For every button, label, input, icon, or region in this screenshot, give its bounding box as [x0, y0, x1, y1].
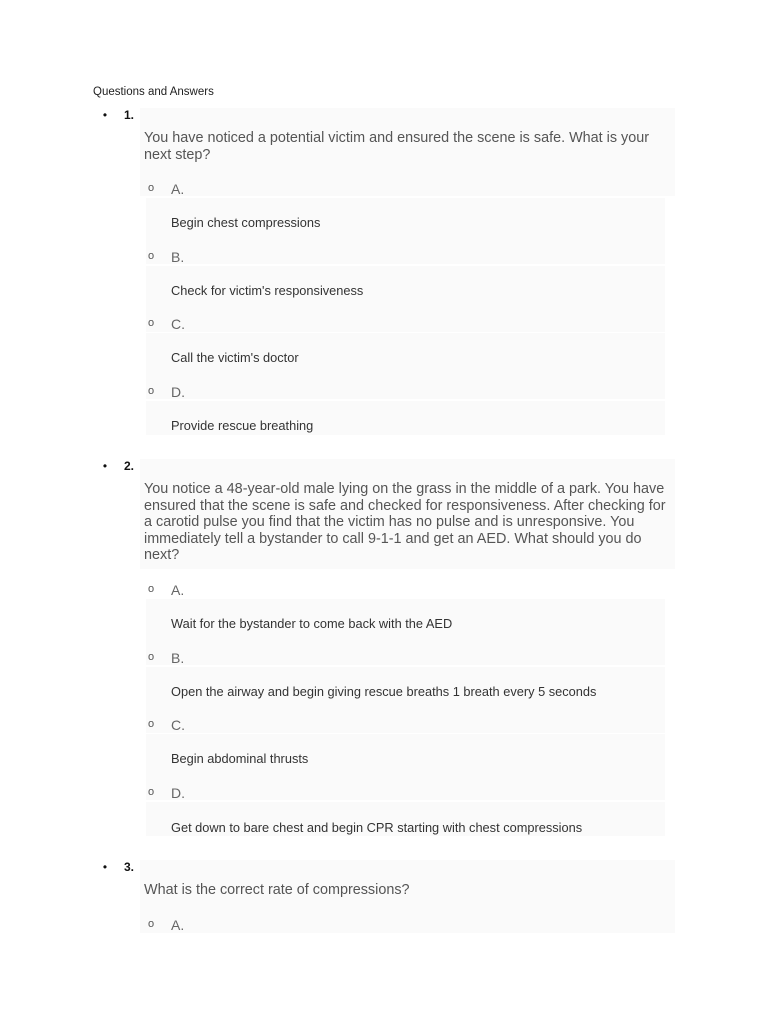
option-letter: D. — [171, 384, 185, 400]
question-1-text: You have noticed a potential victim and ensured the scene is safe. What is your next step? — [144, 130, 650, 163]
option-bullet: o — [147, 385, 155, 397]
option-answer[interactable]: Provide rescue breathing — [171, 418, 314, 433]
option-letter: A. — [171, 917, 185, 933]
option-letter: D. — [171, 785, 185, 801]
question-2-bullet: • — [102, 459, 108, 473]
question-3-bullet: • — [102, 860, 108, 874]
option-letter: B. — [171, 650, 185, 666]
option-box — [146, 768, 665, 800]
option-box — [146, 701, 665, 733]
page-title: Questions and Answers — [93, 86, 214, 98]
option-letter: B. — [171, 249, 185, 265]
option-bullet: o — [147, 250, 155, 262]
question-1-bullet: • — [102, 108, 108, 122]
option-answer[interactable]: Call the victim's doctor — [171, 350, 299, 365]
option-bullet: o — [147, 182, 155, 194]
option-box — [146, 633, 665, 665]
option-answer[interactable]: Get down to bare chest and begin CPR starting with chest compressions — [171, 820, 583, 835]
option-bullet: o — [147, 786, 155, 798]
option-letter: C. — [171, 717, 185, 733]
question-3-number: 3. — [124, 860, 135, 874]
option-bullet: o — [147, 317, 155, 329]
option-answer[interactable]: Open the airway and begin giving rescue breaths 1 breath every 5 seconds — [171, 684, 597, 699]
option-bullet: o — [147, 651, 155, 663]
option-letter: A. — [171, 582, 185, 598]
option-bullet: o — [147, 583, 155, 595]
option-letter: C. — [171, 316, 185, 332]
option-box — [146, 232, 665, 264]
option-box — [146, 367, 665, 399]
option-letter: A. — [171, 181, 185, 197]
option-box — [146, 300, 665, 332]
option-answer[interactable]: Check for victim's responsiveness — [171, 283, 364, 298]
question-2-text: You notice a 48-year-old male lying on the grass in the middle of a park. You have ensured that the scene is safe and checked for responsiveness. After checking for a carotid pulse you find that the victim has no pulse and is unresponsive. You immediately tell a bystander to call 9-1-1 and get an AED. What should you do next? — [144, 481, 666, 564]
option-answer[interactable]: Wait for the bystander to come back with the AED — [171, 616, 453, 631]
option-answer[interactable]: Begin chest compressions — [171, 215, 321, 230]
question-1-number: 1. — [124, 108, 135, 122]
option-answer[interactable]: Begin abdominal thrusts — [171, 751, 309, 766]
question-3-text: What is the correct rate of compressions? — [144, 882, 410, 898]
question-2-number: 2. — [124, 459, 135, 473]
option-bullet: o — [147, 918, 155, 930]
option-bullet: o — [147, 718, 155, 730]
